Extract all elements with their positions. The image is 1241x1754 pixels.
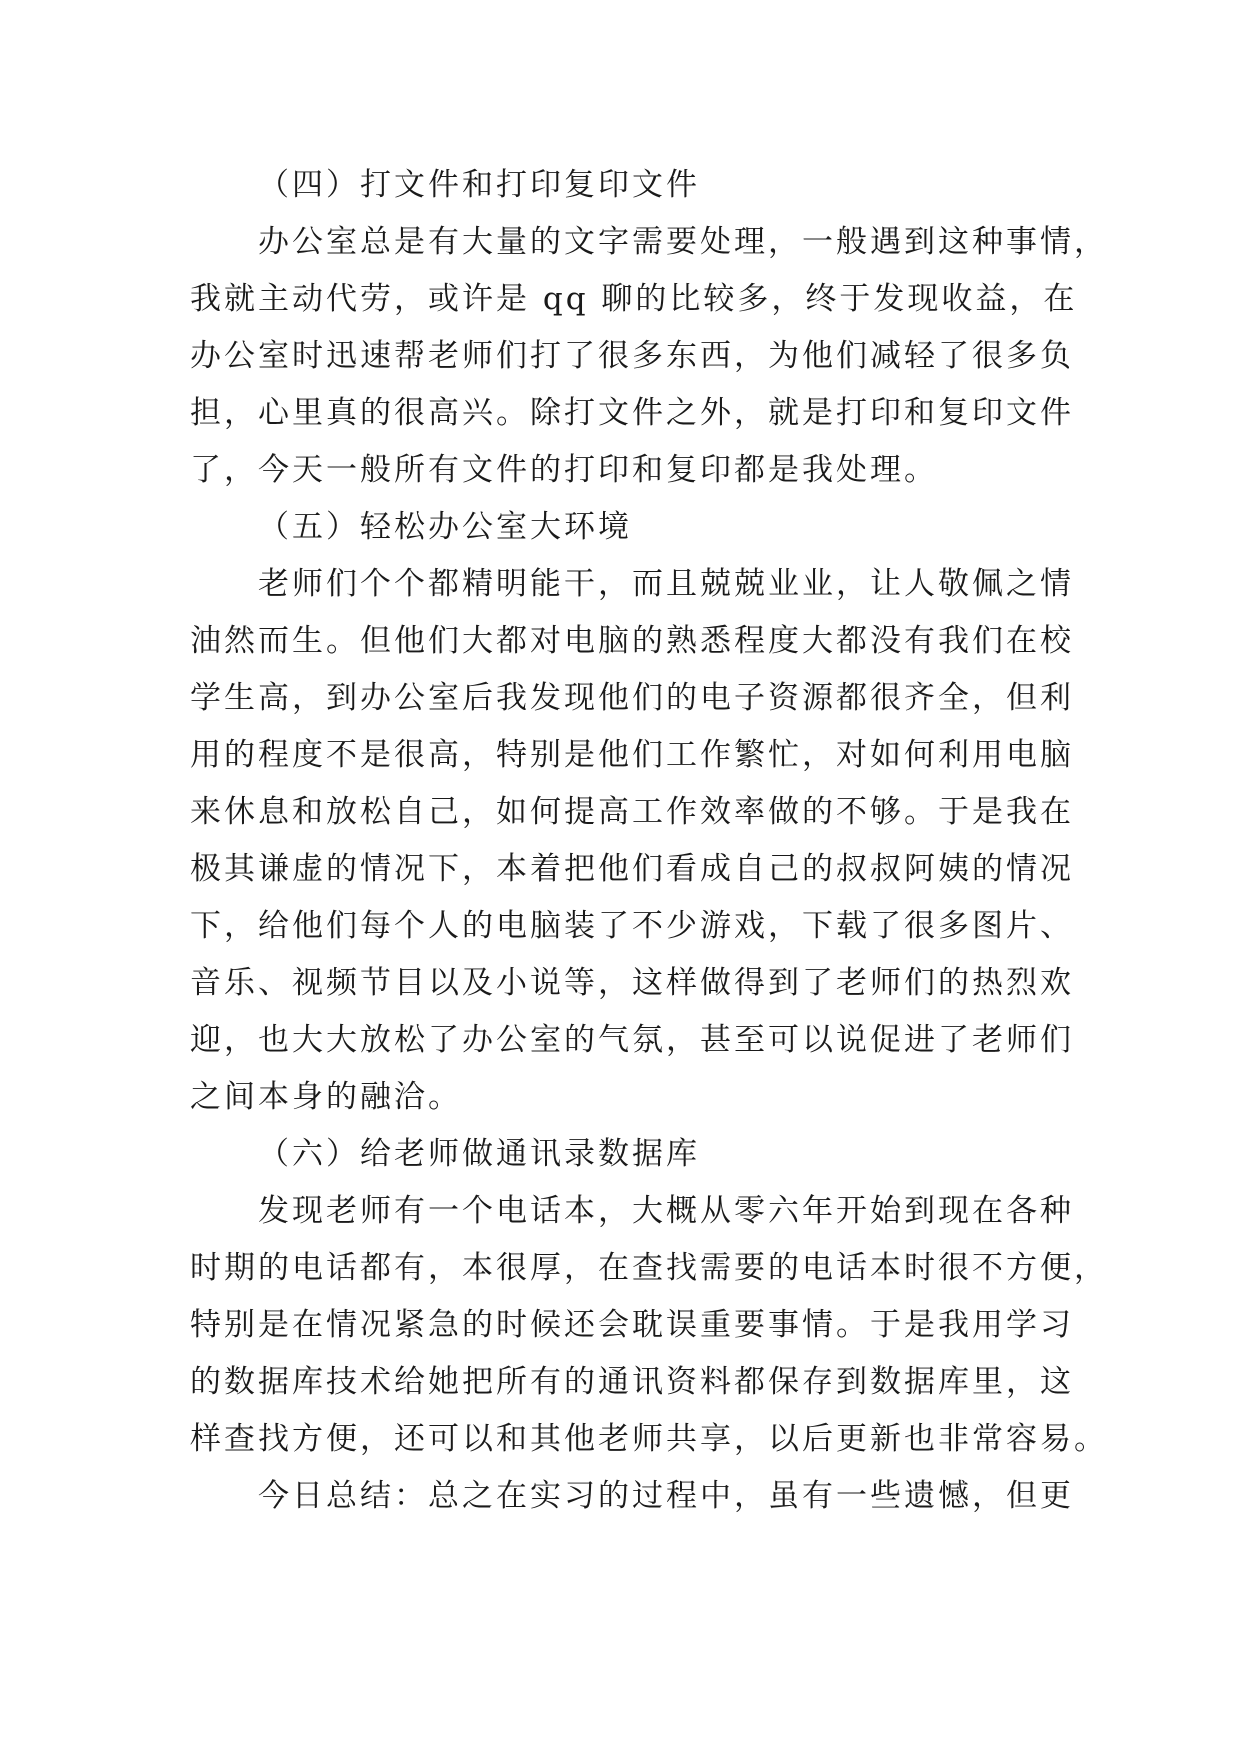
- paragraph-line: 音乐、视频节目以及小说等，这样做得到了老师们的热烈欢: [190, 965, 1074, 1001]
- paragraph-line: 办公室总是有大量的文字需要处理，一般遇到这种事情，: [258, 224, 1108, 260]
- paragraph-line: 我就主动代劳，或许是 qq 聊的比较多，终于发现收益，在: [190, 281, 1078, 317]
- paragraph-line: 老师们个个都精明能干，而且兢兢业业，让人敬佩之情: [258, 566, 1074, 602]
- paragraph-line: 担，心里真的很高兴。除打文件之外，就是打印和复印文件: [190, 395, 1074, 431]
- paragraph-line: 油然而生。但他们大都对电脑的熟悉程度大都没有我们在校: [190, 623, 1074, 659]
- paragraph-line: 来休息和放松自己，如何提高工作效率做的不够。于是我在: [190, 794, 1074, 830]
- paragraph-line: 时期的电话都有，本很厚，在查找需要的电话本时很不方便，: [190, 1250, 1108, 1286]
- section-heading-5: （五）轻松办公室大环境: [258, 509, 632, 545]
- paragraph-line: 了，今天一般所有文件的打印和复印都是我处理。: [190, 452, 938, 488]
- summary-line: 今日总结：总之在实习的过程中，虽有一些遗憾，但更: [258, 1478, 1074, 1514]
- paragraph-line: 用的程度不是很高，特别是他们工作繁忙，对如何利用电脑: [190, 737, 1074, 773]
- paragraph-line: 下，给他们每个人的电脑装了不少游戏，下载了很多图片、: [190, 908, 1074, 944]
- paragraph-line: 迎，也大大放松了办公室的气氛，甚至可以说促进了老师们: [190, 1022, 1074, 1058]
- paragraph-line: 发现老师有一个电话本，大概从零六年开始到现在各种: [258, 1193, 1074, 1229]
- paragraph-line: 学生高，到办公室后我发现他们的电子资源都很齐全，但利: [190, 680, 1074, 716]
- section-heading-4: （四）打文件和打印复印文件: [258, 167, 700, 203]
- paragraph-line: 特别是在情况紧急的时候还会耽误重要事情。于是我用学习: [190, 1307, 1074, 1343]
- paragraph-line: 之间本身的融洽。: [190, 1079, 462, 1115]
- paragraph-line: 极其谦虚的情况下，本着把他们看成自己的叔叔阿姨的情况: [190, 851, 1074, 887]
- paragraph-line: 办公室时迅速帮老师们打了很多东西，为他们减轻了很多负: [190, 338, 1074, 374]
- paragraph-line: 的数据库技术给她把所有的通讯资料都保存到数据库里，这: [190, 1364, 1074, 1400]
- section-heading-6: （六）给老师做通讯录数据库: [258, 1136, 700, 1172]
- paragraph-line: 样查找方便，还可以和其他老师共享，以后更新也非常容易。: [190, 1421, 1108, 1457]
